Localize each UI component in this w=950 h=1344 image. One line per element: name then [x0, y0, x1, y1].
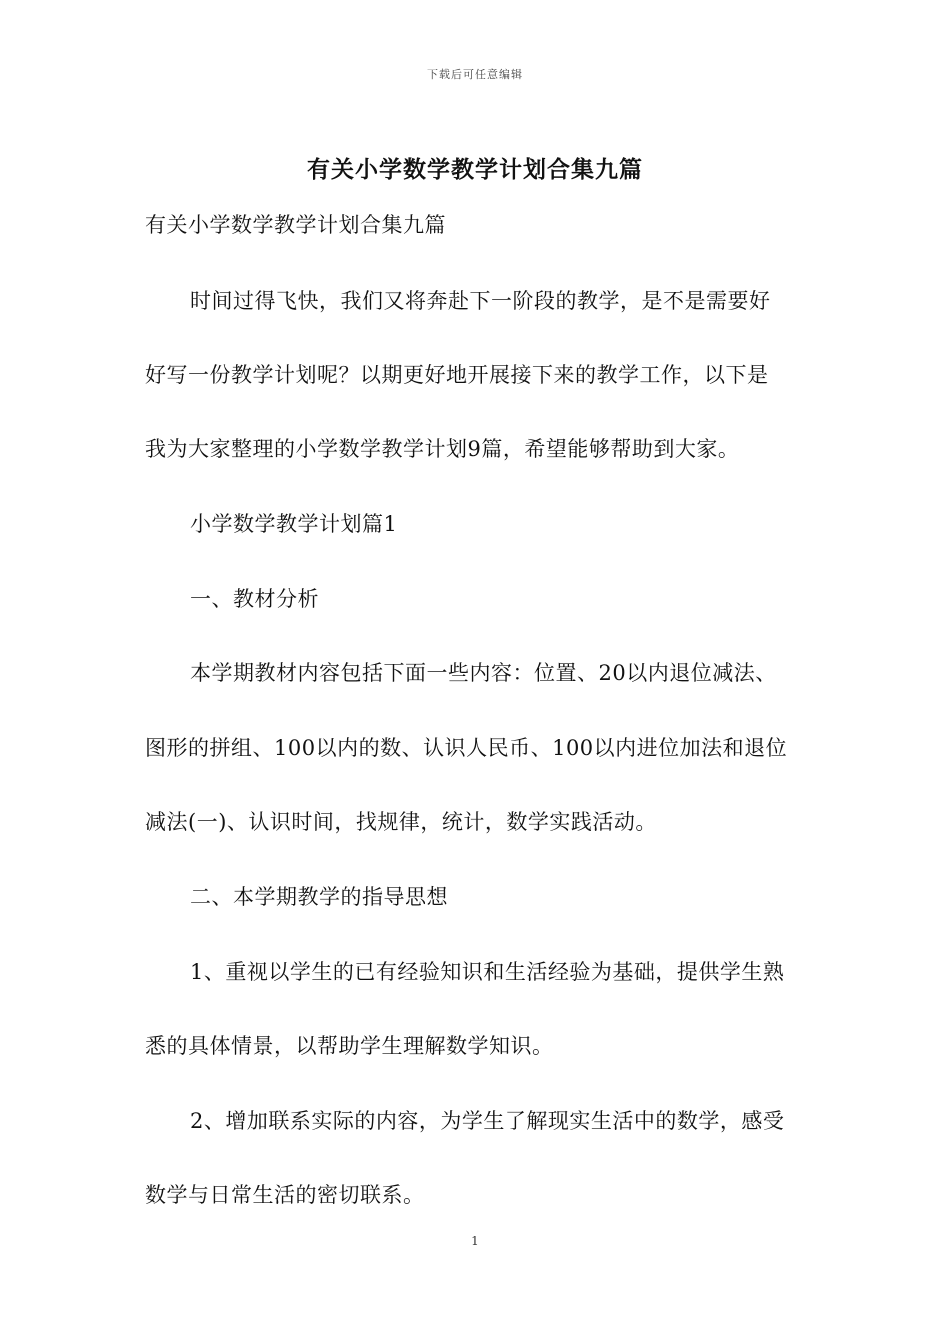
paragraph-line: 减法(一)、认识时间，找规律，统计，数学实践活动。: [145, 810, 657, 834]
section-heading: 小学数学教学计划篇1: [190, 512, 398, 536]
page-number: 1: [471, 1234, 479, 1248]
paragraph-line: 图形的拼组、100以内的数、认识人民币、100以内进位加法和退位: [145, 736, 788, 760]
paragraph-line: 时间过得飞快，我们又将奔赴下一阶段的教学，是不是需要好: [190, 289, 771, 313]
subtitle-line: 有关小学数学教学计划合集九篇: [145, 213, 446, 237]
paragraph-line: 2、增加联系实际的内容，为学生了解现实生活中的数学，感受: [190, 1109, 785, 1133]
paragraph-line: 1、重视以学生的已有经验知识和生活经验为基础，提供学生熟: [190, 960, 785, 984]
header-note: 下载后可任意编辑: [427, 68, 523, 81]
document-title: 有关小学数学教学计划合集九篇: [307, 156, 643, 183]
paragraph-line: 好写一份教学计划呢？以期更好地开展接下来的教学工作，以下是: [145, 363, 769, 387]
paragraph-line: 数学与日常生活的密切联系。: [145, 1183, 425, 1207]
paragraph-line: 本学期教材内容包括下面一些内容：位置、20以内退位减法、: [190, 661, 777, 685]
paragraph-line: 我为大家整理的小学数学教学计划9篇，希望能够帮助到大家。: [145, 437, 740, 461]
paragraph-line: 悉的具体情景，以帮助学生理解数学知识。: [145, 1034, 554, 1058]
section-heading: 一、教材分析: [190, 587, 319, 611]
section-heading: 二、本学期教学的指导思想: [190, 885, 448, 909]
